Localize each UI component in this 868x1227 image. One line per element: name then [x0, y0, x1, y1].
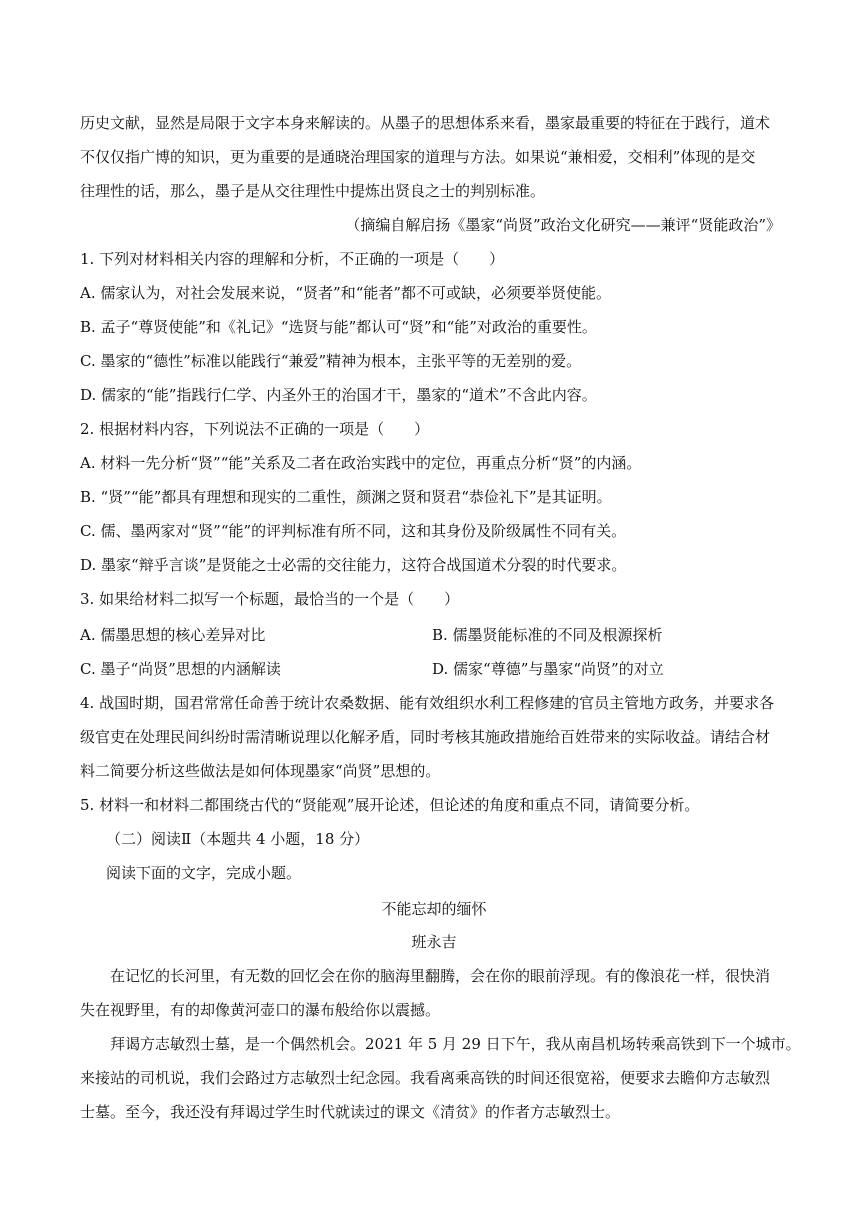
question-3-option-d: D. 儒家“尊德”与墨家“尚贤”的对立	[432, 660, 664, 678]
body-text-line: 历史文献，显然是局限于文字本身来解读的。从墨子的思想体系来看，墨家最重要的特征在于践行，道术	[80, 114, 771, 132]
question-1-stem: 1. 下列对材料相关内容的理解和分析，不正确的一项是（ ）	[80, 250, 505, 268]
article-text-line: 来接站的司机说，我们会路过方志敏烈士纪念园。我看离乘高铁的时间还很宽裕，便要求去瞻仰方志敏烈	[80, 1069, 771, 1087]
question-1-option-c: C. 墨家的“德性”标准以能践行“兼爱”精神为根本，主张平等的无差别的爱。	[80, 352, 582, 370]
question-3-option-c: C. 墨子“尚贤”思想的内涵解读	[80, 660, 281, 678]
question-1-option-d: D. 儒家的“能”指践行仁学、内圣外王的治国才干，墨家的“道术”不含此内容。	[80, 386, 597, 404]
question-2-option-d: D. 墨家“辩乎言谈”是贤能之士必需的交往能力，这符合战国道术分裂的时代要求。	[80, 556, 627, 574]
question-2-option-b: B. “贤”“能”都具有理想和现实的二重性，颜渊之贤和贤君“恭俭礼下”是其证明。	[80, 488, 612, 506]
question-1-option-a: A. 儒家认为，对社会发展来说，“贤者”和“能者”都不可或缺，必须要举贤使能。	[80, 284, 612, 302]
article-text-line: 拜谒方志敏烈士墓，是一个偶然机会。2021 年 5 月 29 日下午，我从南昌机场转乘高铁到下一个城市。	[110, 1035, 801, 1053]
question-3-option-b: B. 儒墨贤能标准的不同及根源探析	[432, 626, 663, 644]
question-2-option-c: C. 儒、墨两家对“贤”“能”的评判标准有所不同，这和其身份及阶级属性不同有关。	[80, 522, 627, 540]
question-4-text: 级官吏在处理民间纠纷时需清晰说理以化解矛盾，同时考核其施政措施给百姓带来的实际收益。请结合材	[80, 728, 771, 746]
article-text-line: 失在视野里，有的却像黄河壶口的瀑布般给你以震撼。	[80, 1001, 441, 1019]
section-heading: （二）阅读Ⅱ（本题共 4 小题，18 分）	[106, 830, 370, 848]
question-5-text: 5. 材料一和材料二都围绕古代的“贤能观”展开论述，但论述的角度和重点不同，请简要分析。	[80, 796, 700, 814]
source-citation: （摘编自解启扬《墨家“尚贤”政治文化研究——兼评“贤能政治”》	[345, 216, 781, 234]
question-3-stem: 3. 如果给材料二拟写一个标题，最恰当的一个是（ ）	[80, 590, 460, 608]
article-author: 班永吉	[411, 933, 457, 951]
question-1-option-b: B. 孟子“尊贤使能”和《礼记》“选贤与能”都认可“贤”和“能”对政治的重要性。	[80, 318, 597, 336]
body-text-line: 往理性的话，那么，墨子是从交往理性中提炼出贤良之士的判别标准。	[80, 182, 546, 200]
question-4-text: 4. 战国时期，国君常常任命善于统计农桑数据、能有效组织水利工程修建的官员主管地方政务，并要求各	[80, 694, 775, 712]
article-title: 不能忘却的缅怀	[381, 900, 487, 918]
section-instruction: 阅读下面的文字，完成小题。	[106, 864, 302, 882]
question-3-option-a: A. 儒墨思想的核心差异对比	[80, 626, 266, 644]
article-text-line: 在记忆的长河里，有无数的回忆会在你的脑海里翻腾，会在你的眼前浮现。有的像浪花一样，很快消	[110, 967, 771, 985]
question-2-option-a: A. 材料一先分析“贤”“能”关系及二者在政治实践中的定位，再重点分析“贤”的内涵。	[80, 454, 642, 472]
question-2-stem: 2. 根据材料内容，下列说法不正确的一项是（ ）	[80, 420, 430, 438]
question-4-text: 料二简要分析这些做法是如何体现墨家“尚贤”思想的。	[80, 762, 441, 780]
article-text-line: 士墓。至今，我还没有拜谒过学生时代就读过的课文《清贫》的作者方志敏烈士。	[80, 1103, 621, 1121]
body-text-line: 不仅仅指广博的知识，更为重要的是通晓治理国家的道理与方法。如果说“兼相爱，交相利”体现的是交	[80, 148, 756, 166]
